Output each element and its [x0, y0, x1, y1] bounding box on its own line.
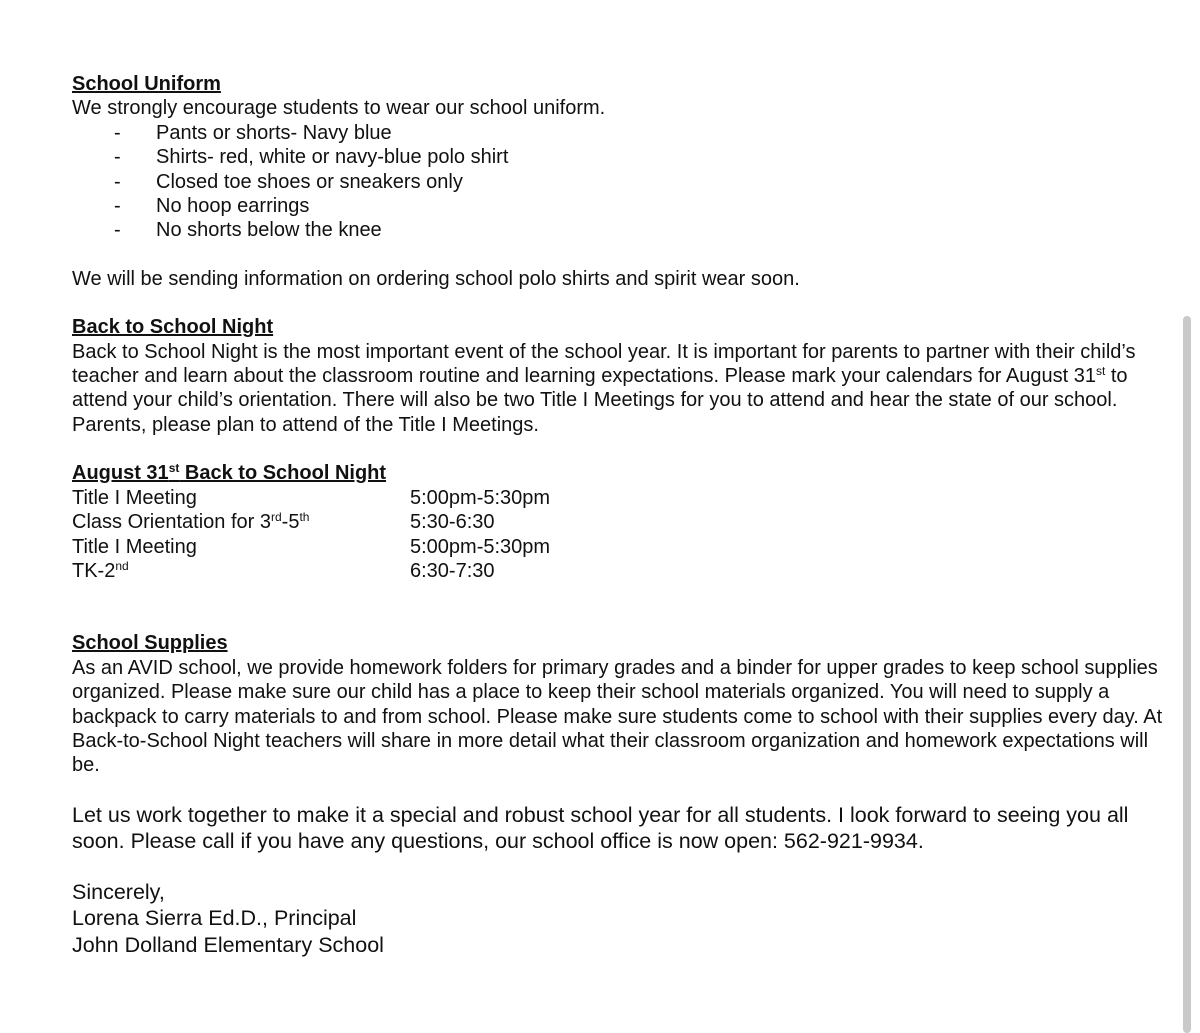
schedule-table	[72, 486, 1177, 584]
table-row: Title I Meeting 5:00pm-5:30pm	[72, 486, 551, 509]
list-item: - No shorts below the knee	[114, 219, 382, 242]
supplies-heading: School Supplies	[72, 632, 228, 655]
table-row: Title I Meeting 5:00pm-5:30pm	[72, 535, 551, 558]
school-name: John Dolland Elementary School	[72, 932, 384, 957]
vertical-scrollbar[interactable]	[1183, 316, 1191, 1033]
closing-paragraph: Let us work together to make it a special and robust school year for all students. I look forward to seeing you all soon. Please call if you have any questions, our school office is now open: 562-921-9934.	[72, 802, 1129, 854]
list-item: - No hoop earrings	[114, 195, 310, 218]
signer-name: Lorena Sierra Ed.D., Principal	[72, 906, 357, 931]
uniform-heading: School Uniform	[72, 73, 221, 95]
bts-paragraph: Back to School Night is the most important event of the school year. It is important for parents to partner with their child’s teacher and learn about the classroom routine and learning expectations. Please mark your calendars for August 31st to attend your child’s orientation. There will also be two Title I Meetings for you to attend and hear the state of our school. Parents, please plan to attend of the Title I Meetings.	[72, 340, 1136, 436]
signature-block	[72, 879, 1177, 959]
list-item: - Closed toe shoes or sneakers only	[114, 170, 463, 193]
bts-heading: Back to School Night	[72, 316, 274, 339]
table-row: Class Orientation for 3rd-5th 5:30-6:30	[72, 510, 495, 534]
list-item: - Shirts- red, white or navy-blue polo shirt	[114, 146, 509, 169]
table-row: TK-2nd 6:30-7:30	[72, 558, 495, 582]
supplies-paragraph: As an AVID school, we provide homework folders for primary grades and a binder for upper grades to keep school supplies organized. Please make sure our child has a place to keep their school materials organized. You will need to supply a backpack to carry materials to and from school. Please make sure students come to school with their supplies every day. At Back-to-School Night teachers will share in more detail what their classroom organization and homework expectations will be.	[72, 656, 1163, 777]
salutation: Sincerely,	[72, 879, 165, 904]
uniform-note: We will be sending information on ordering school polo shirts and spirit wear soon.	[72, 267, 800, 290]
document-page	[72, 72, 1177, 958]
list-item: - Pants or shorts- Navy blue	[114, 121, 392, 144]
uniform-intro: We strongly encourage students to wear our school uniform.	[72, 97, 606, 120]
uniform-list	[72, 121, 1177, 243]
schedule-heading: August 31st Back to School Night	[72, 461, 387, 485]
